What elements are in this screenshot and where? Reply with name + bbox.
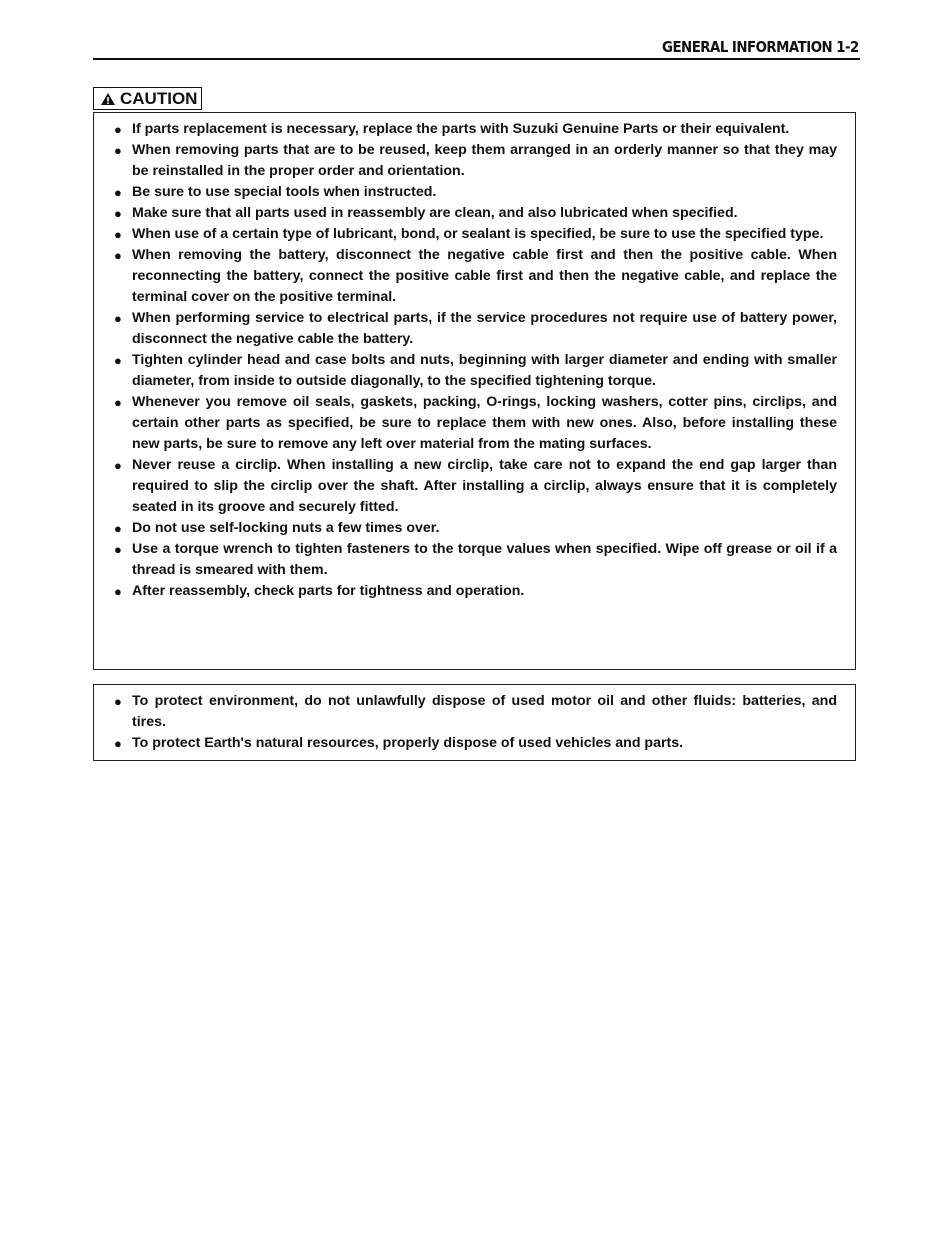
list-item-text: When use of a certain type of lubricant, bond, or sealant is specified, be sure to use the specified type. xyxy=(132,226,824,242)
list-item xyxy=(112,392,837,455)
list-item xyxy=(112,518,837,539)
list-item-text: When removing parts that are to be reused, keep them arranged in an orderly manner so that they may be reinstalled in the proper order and orientation. xyxy=(132,142,837,179)
list-item xyxy=(112,691,837,733)
bullet-icon: ● xyxy=(114,206,122,221)
caution-box xyxy=(93,112,856,670)
bullet-icon: ● xyxy=(114,694,122,709)
bullet-icon: ● xyxy=(114,395,122,410)
list-item-text: Use a torque wrench to tighten fasteners to the torque values when specified. Wipe off grease or oil if a thread is smeared with them. xyxy=(132,541,837,578)
list-item-text: Make sure that all parts used in reassembly are clean, and also lubricated when specified. xyxy=(132,205,738,221)
list-item-text: If parts replacement is necessary, replace the parts with Suzuki Genuine Parts or their equivalent. xyxy=(132,121,790,137)
list-item xyxy=(112,733,837,754)
list-item xyxy=(112,539,837,581)
list-item xyxy=(112,119,837,140)
bullet-icon: ● xyxy=(114,353,122,368)
list-item-text: When removing the battery, disconnect the negative cable first and then the positive cable. When reconnecting the battery, connect the positive cable first and then the negative cable, and replace the terminal cover on the positive terminal. xyxy=(132,247,837,305)
caution-label-text: CAUTION xyxy=(120,89,198,108)
list-item-text: Never reuse a circlip. When installing a new circlip, take care not to expand the end gap larger than required to slip the circlip over the shaft. After installing a circlip, always ensure that it is completely seated in its groove and securely fitted. xyxy=(132,457,837,515)
bullet-icon: ● xyxy=(114,736,122,751)
list-item-text: To protect environment, do not unlawfully dispose of used motor oil and other fluids: batteries, and tires. xyxy=(132,693,837,730)
bullet-icon: ● xyxy=(114,311,122,326)
caution-label xyxy=(93,87,202,110)
bullet-icon: ● xyxy=(114,584,122,599)
list-item xyxy=(112,581,837,602)
list-item-text: To protect Earth's natural resources, properly dispose of used vehicles and parts. xyxy=(132,735,684,751)
list-item-text: When performing service to electrical parts, if the service procedures not require use of battery power, disconnect the negative cable the battery. xyxy=(132,310,837,347)
list-item xyxy=(112,455,837,518)
bullet-icon: ● xyxy=(114,458,122,473)
page-header-title: GENERAL INFORMATION 1-2 xyxy=(662,38,859,56)
bullet-icon: ● xyxy=(114,227,122,242)
list-item-text: Tighten cylinder head and case bolts and nuts, beginning with larger diameter and ending with smaller diameter, from inside to outside diagonally, to the specified tightening torque. xyxy=(132,352,837,389)
environment-box xyxy=(93,684,856,761)
list-item xyxy=(112,203,837,224)
list-item-text: Whenever you remove oil seals, gaskets, packing, O-rings, locking washers, cotter pins, circlips, and certain other parts as specified, be sure to replace them with new ones. Also, before installing these new parts, be sure to remove any left over material from the mating surfaces. xyxy=(132,394,837,452)
list-item-text: After reassembly, check parts for tightness and operation. xyxy=(132,583,525,599)
list-item xyxy=(112,224,837,245)
caution-list xyxy=(112,119,837,602)
bullet-icon: ● xyxy=(114,185,122,200)
bullet-icon: ● xyxy=(114,248,122,263)
list-item xyxy=(112,140,837,182)
bullet-icon: ● xyxy=(114,542,122,557)
header-rule xyxy=(93,58,860,60)
list-item xyxy=(112,350,837,392)
bullet-icon: ● xyxy=(114,122,122,137)
bullet-icon: ● xyxy=(114,521,122,536)
list-item-text: Be sure to use special tools when instructed. xyxy=(132,184,437,200)
list-item xyxy=(112,182,837,203)
bullet-icon: ● xyxy=(114,143,122,158)
environment-list xyxy=(112,691,837,754)
list-item-text: Do not use self-locking nuts a few times over. xyxy=(132,520,440,536)
warning-triangle-icon xyxy=(100,90,118,111)
list-item xyxy=(112,308,837,350)
list-item xyxy=(112,245,837,308)
